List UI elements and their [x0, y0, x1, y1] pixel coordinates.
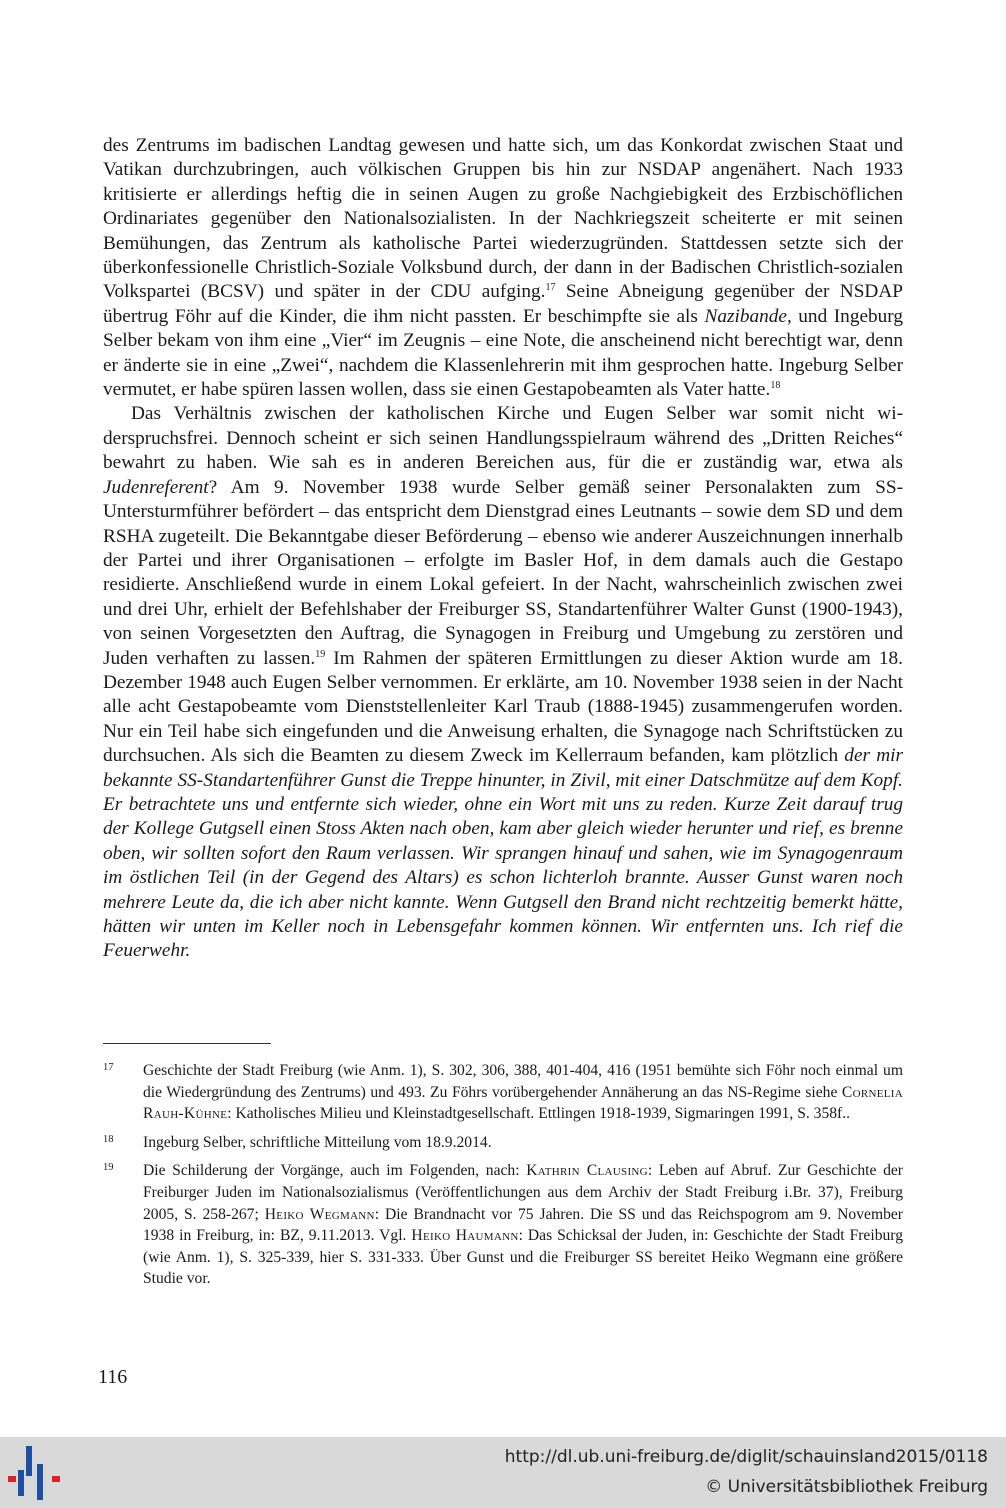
footnote-number: 19 [103, 1162, 114, 1174]
text-run: : Das Schicksal der Juden, in: Geschichte der Stadt Freiburg (wie Anm. 1), S. 325-339, hier S. 331-333. Über Gunst und die Freiburger SS bereitet Heiko Wegmann eine größere Studie vor. [143, 1227, 903, 1288]
footnote-text [143, 1160, 903, 1290]
footnote-number: 18 [103, 1133, 114, 1145]
footer-copyright: © Universitätsbibliothek Freiburg [705, 1477, 988, 1497]
footnote-number: 17 [103, 1062, 114, 1073]
text-run: , und Ingeburg Selber bekam von ihm eine „Vier“ im Zeugnis – eine Note, die anscheinend nicht berechtigt war, denn er änderte sie in eine „Zwei“, nachdem die Klassenlehrerin mit ihm gesprochen hatte. Ingeburg Selber vermutet, er habe spüren lassen wollen, dass sie einen Gestapobeamten als Vater hatte. [103, 305, 904, 401]
italic-text: Nazibande [704, 305, 787, 327]
text-run: : Die Brandnacht vor 75 Jahren. Die SS und das Reichspogrom am 9. November 1938 in Freiburg, in: BZ, 9.11.2013. Vgl. [143, 1205, 903, 1245]
paragraph-1 [103, 134, 903, 402]
text-run: Seine Abneigung gegenüber der NSDAP übertrug Föhr auf die Kinder, die ihm nicht passten. Er beschimpfte sie als [103, 281, 903, 327]
author-name: Heiko Haumann [411, 1227, 519, 1245]
footer-url-link[interactable]: http://dl.ub.uni-freiburg.de/diglit/schauinsland2015/0118 [504, 1447, 988, 1467]
author-name: Cornelia Rauh-Kühne [143, 1083, 903, 1123]
text-run: Die Schilderung der Vorgänge, auch im Folgenden, nach: [143, 1162, 527, 1180]
footnote-18 [103, 1132, 903, 1154]
text-run: Geschichte der Stadt Freiburg (wie Anm. 1), S. 302, 306, 388, 401-404, 416 (1951 bemühte sich Föhr noch einmal um die Wiedergründung des Zentrums) und 493. Zu Föhrs vorübergehender Annäherung an das NS-Regime siehe [143, 1062, 903, 1101]
footnote-text [143, 1132, 903, 1154]
footnote-ref: 19 [315, 648, 326, 660]
text-run: Das Verhältnis zwischen der katholischen Kirche und Eugen Selber war somit nicht widerspruchsfrei. Dennoch scheint er sich seinen Handlungsspielraum während des „Dritten Reiches“ bewahrt zu haben. Wie sah es in anderen Bereichen aus, für die er zuständig war, etwa als [103, 403, 903, 474]
text-run: Ingeburg Selber, schriftliche Mitteilung vom 18.9.2014. [143, 1133, 492, 1151]
author-name: Heiko Wegmann [264, 1205, 375, 1223]
footnote-text [143, 1060, 903, 1125]
text-run: des Zentrums im badischen Landtag gewesen und hatte sich, um das Konkordat zwischen Staat und Vatikan durchzubringen, auch völkischen Gruppen bis hin zur NSDAP angenähert. Nach 1933 kritisierte er allerdings heftig die in seinen Augen zu große Nachgiebigkeit des Erzbischöflichen Ordinariates gegenüber den Nationalsozialisten. In der Nachkriegszeit scheiterte er mit seinen Bemühungen, das Zentrum als katholische Partei wiederzugründen. Stattdessen setzte sich der überkonfessionelle Christlich-Soziale Volksbund durch, der dann in der Badischen Christlich-sozialen Volkspartei (BCSV) und später in der CDU aufging. [103, 135, 903, 303]
text-run: : Katholisches Milieu und Kleinstadtgesellschaft. Ettlingen 1918-1939, Sigmaringen 1991, S. 358f.. [227, 1105, 851, 1123]
footnote-19 [103, 1160, 903, 1290]
ub-freiburg-logo-icon [6, 1444, 64, 1502]
footnote-separator [103, 1043, 271, 1044]
paragraph-2 [103, 402, 903, 963]
italic-text: der mir bekannte SS-Standartenführer Gunst die Treppe hinunter, in Zivil, mit einer Datschmütze auf dem Kopf. Er betrachtete uns und entfernte sich wieder, ohne ein Wort mit uns zu reden. Kurze Zeit darauf trug der Kollege Gutgsell einen Stoss Akten nach oben, kam aber gleich wieder herunter und rief, es brenne oben, wir sollten sofort den Raum verlassen. Wir sprangen hinauf und sahen, wie im Synagogenraum im östlichen Teil (in der Gegend des Altars) es schon lichterloh brannte. Ausser Gunst waren noch mehrere Leute da, die ich aber nicht kannte. Wenn Gutgsell den Brand nicht rechtzeitig bemerkt hätte, hätten wir unten im Keller noch in Lebensgefahr kommen können. Wir entfernten uns. Ich rief die Feuerwehr. [103, 745, 903, 962]
text-run: : Leben auf Abruf. Zur Geschichte der Freiburger Juden im Nationalsozialismus (Veröffentlichungen aus dem Archiv der Stadt Freiburg i.Br. 37), Freiburg 2005, S. 258-267; [143, 1162, 903, 1223]
page-number: 116 [98, 1366, 128, 1388]
italic-text: Judenreferent [103, 476, 209, 498]
footnote-17 [103, 1060, 903, 1125]
footnotes [103, 1060, 903, 1297]
footer-bar [0, 1437, 1006, 1508]
text-run: ? Am 9. November 1938 wurde Selber gemäß seiner Personalakten zum SS-Untersturmführer befördert – das entspricht dem Dienstgrad eines Leutnants – sowie dem SD und dem RSHA zugeteilt. Die Bekanntgabe dieser Beförderung – ebenso wie anderer Auszeichnungen innerhalb der Partei und ihrer Organisationen – erfolgte im Basler Hof, in dem damals auch die Gestapo residierte. Anschließend wurde in einem Lokal gefeiert. In der Nacht, wahrscheinlich zwischen zwei und drei Uhr, erhielt der Befehlshaber der Freiburger SS, Standartenführer Walter Gunst (1900-1943), von seinen Vorgesetzten den Auftrag, die Synagogen in Freiburg und Umgebung zu zerstören und Juden verhaften zu lassen. [103, 476, 903, 669]
text-run: Im Rahmen der späteren Ermittlungen zu dieser Aktion wurde am 18. Dezember 1948 auch Eugen Selber vernommen. Er erklärte, am 10. November 1938 seien in der Nacht alle acht Gestapobeamte vom Dienststellenleiter Karl Traub (1888-1945) zusammengerufen worden. Nur ein Teil habe sich eingefunden und die Anweisung erhalten, die Synagoge nach Schriftstücken zu durchsuchen. Als sich die Beamten zu diesem Zweck im Kellerraum befanden, kam plötzlich [103, 647, 903, 767]
body-text [103, 134, 903, 964]
footnote-ref: 17 [545, 282, 556, 294]
footnote-ref: 18 [770, 380, 781, 392]
author-name: Kathrin Clausing [526, 1162, 648, 1180]
